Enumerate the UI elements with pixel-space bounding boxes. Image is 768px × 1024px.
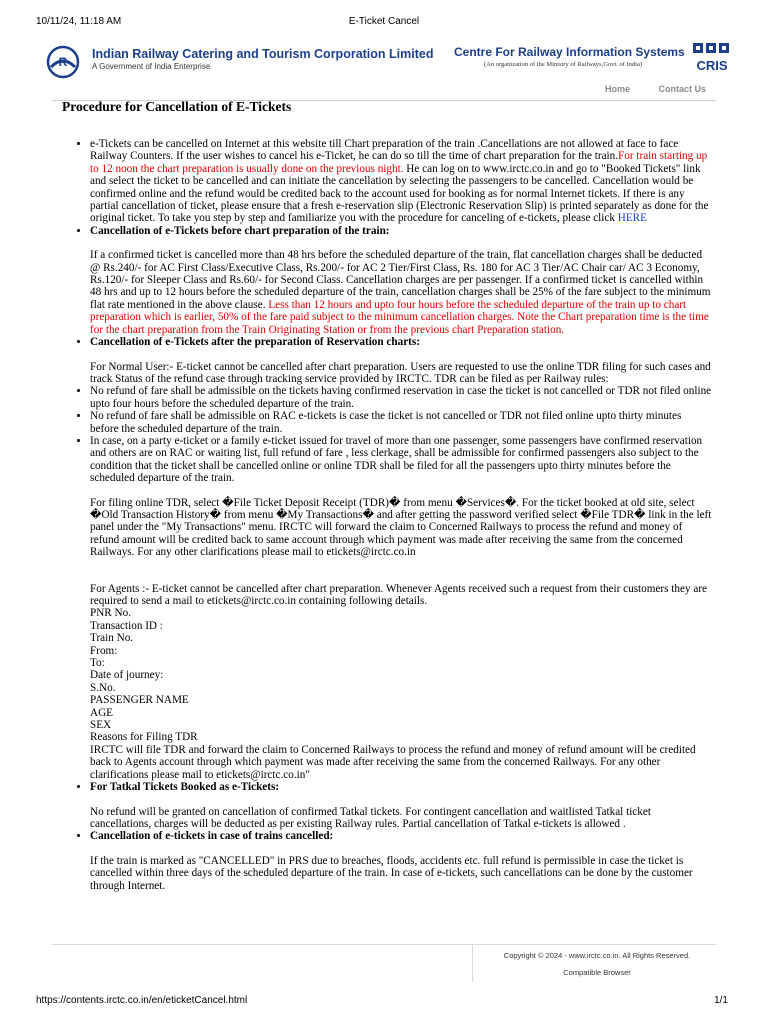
agent-field: SEX	[90, 719, 112, 732]
footer-vertical-divider	[472, 944, 473, 982]
cris-logo-icon[interactable]	[691, 41, 733, 73]
tatkal-text: No refund will be granted on cancellation of confirmed Tatkal tickets. For contingent cancellation and waitlisted Tatkal ticket cancellations, charges will be deducted as per existing Railway rules. Partial cancellation of Tatkal e-tickets is allowed .	[90, 805, 651, 830]
agent-field: Reasons for Filing TDR	[90, 731, 198, 744]
train-cancelled-text: If the train is marked as "CANCELLED" in PRS due to breaches, floods, accidents etc. full refund is permissible in case the ticket is cancelled within three days of the scheduled departure of the train. In case of e-tickets, such cancellations can be done by the customer through Internet.	[90, 854, 693, 892]
before-chart-heading: • Cancellation of e-Tickets before chart preparation of the train:	[90, 225, 712, 237]
svg-text:R: R	[58, 55, 68, 69]
print-title: E-Ticket Cancel	[348, 16, 420, 27]
main-content	[72, 138, 712, 892]
agent-field: Transaction ID :	[90, 619, 163, 632]
agent-details-list	[72, 607, 712, 743]
intro-red-note: For train starting up to 12 noon the chart preparation is usually done on the previous night.	[90, 150, 708, 175]
before-chart-text: If a confirmed ticket is cancelled more than 48 hrs before the scheduled departure of the train, flat cancellation charges shall be deducted @ Rs.240/- for AC First Class/Executive Class, Rs.200/- for AC 2 Tier/First Class, Rs. 180 for AC 3 Tier/AC Chair car/ AC 3 Economy, Rs.120/- for Sleeper Class and Rs.60/- for Second Class. Cancellation charges are per passenger. If a confirmed ticket is cancelled within 48 hrs and up to 12 hours before the scheduled departure of the train, cancellation charges shall be 25% of the fare subject to the minimum flat rate mentioned in the above clause.	[90, 249, 711, 311]
print-page-number: 1/1	[714, 995, 728, 1006]
agent-field: Train No.	[90, 632, 134, 645]
agents-text: For Agents :- E-ticket cannot be cancelled after chart preparation. Whenever Agents received such a request from their customers they are required to send a mail to etickets@irctc.co.in containing following details.	[90, 582, 708, 607]
after-chart-bullet: • In case, on a party e-ticket or a family e-ticket issued for travel of more than one passenger, some passengers have confirmed reservation and others are on RAC or waiting list, full refund of fare , less clerkage, shall be admissible for confirmed passengers also subject to the condition that the ticket shall be cancelled online or online TDR shall be filed for all the passengers upto thirty minutes before the scheduled departure of the train.	[90, 435, 712, 485]
here-link[interactable]: HERE	[617, 212, 647, 225]
agent-field: From:	[90, 644, 118, 657]
after-chart-bullet: • No refund of fare shall be admissible on RAC e-tickets is case the ticket is not cancelled or TDR not filed online upto thirty minutes before the scheduled departure of the train.	[90, 410, 712, 435]
print-datetime: 10/11/24, 11:18 AM	[36, 16, 122, 27]
cris-name: Centre For Railway Information Systems	[454, 45, 685, 59]
compatible-browser-link[interactable]: Compatible Browser	[563, 968, 631, 977]
nav-home-link[interactable]: Home	[604, 84, 630, 94]
cris-subtitle: (An organization of the Ministry of Railways,Govt. of India)	[484, 61, 643, 68]
copyright-text: Copyright © 2024 - www.irctc.co.in. All Rights Reserved.	[503, 951, 691, 960]
irctc-logo-icon[interactable]	[46, 45, 80, 79]
intro-text-2: He can log on to www.irctc.co.in and go to "Booked Tickets" link and select the ticket to be cancelled and can initiate the cancellation by selecting the passengers to be cancelled. Cancellation would be confirmed online and the refund would be credited back to the account used for booking as for normal Internet tickets. If there is any partial cancellation of ticket, please ensure that a fresh e-reservation slip (Electronic Reservation Slip) is printed separately as done for the original ticket. To take you step by step and familiarize you with the procedure for canceling of e-tickets, please click	[90, 162, 709, 225]
agent-field: Date of journey:	[90, 669, 164, 682]
page-title: Procedure for Cancellation of E-Tickets	[62, 99, 292, 114]
footer-divider	[52, 944, 716, 945]
print-url: https://contents.irctc.co.in/en/eticketCancel.html	[36, 995, 248, 1006]
train-cancelled-heading: • Cancellation of e-tickets in case of trains cancelled:	[90, 830, 712, 842]
nav-contact-link[interactable]: Contact Us	[658, 84, 706, 94]
top-nav	[579, 84, 706, 94]
agents-closing-text: IRCTC will file TDR and forward the claim to Concerned Railways to process the refund and money of refund amount will be credited back to Agents account through which payment was made after receiving the same from the concerned Railways. For any other clarifications please mail to etickets@irctc.co.in"	[90, 743, 696, 781]
agent-field: AGE	[90, 706, 113, 719]
agent-field: PASSENGER NAME	[90, 694, 189, 707]
tatkal-heading: • For Tatkal Tickets Booked as e-Tickets:	[90, 781, 712, 793]
org-subtitle: A Government of India Enterprise	[92, 62, 211, 71]
agent-field: S.No.	[90, 681, 116, 694]
intro-text-1: e-Tickets can be cancelled on Internet at this website till Chart preparation of the train .Cancellations are not allowed at face to face Railway Counters. If the user wishes to cancel his e-Ticket, he can do so till the time of chart preparation for the train.	[90, 138, 679, 163]
after-chart-bullet: • No refund of fare shall be admissible on the tickets having confirmed reservation in case the ticket is not cancelled or TDR not filed online upto four hours before the scheduled departure of the train.	[90, 385, 712, 410]
normal-user-text: For Normal User:- E-ticket cannot be cancelled after chart preparation. Users are requested to use the online TDR filing for such cases and track Status of the refund case through tracking service provided by IRCTC. TDR can be filed as per Railway rules:	[90, 360, 711, 385]
org-name: Indian Railway Catering and Tourism Corporation Limited	[92, 47, 434, 61]
tdr-filing-text: For filing online TDR, select �File Ticket Deposit Receipt (TDR)� from menu �Services�. For the ticket booked at old site, select �Old Transaction History� from menu �My Transactions� and after getting the password verified select �File TDR� link in the left panel under the "My Transactions" menu. IRCTC will forward the claim to Concerned Railways to process the refund and money of refund amount will be credited back to same account through which payment was made after receiving the same from the concerned Railways. For any other clarifications please mail to etickets@irctc.co.in	[90, 496, 712, 559]
agent-field: PNR No.	[90, 607, 132, 620]
after-chart-heading: • Cancellation of e-Tickets after the preparation of Reservation charts:	[90, 336, 712, 348]
cris-logo-text: CRIS	[696, 58, 728, 73]
before-chart-red-note: Less than 12 hours and upto four hours before the scheduled departure of the train up to chart preparation which is earlier, 50% of the fare paid subject to the minimum cancellation charges. Note the Chart preparation time is the time for the chart preparation from the Train Originating Station or from the previous chart Preparation station.	[90, 298, 709, 336]
before-chart-paragraph	[72, 249, 712, 336]
intro-item	[90, 138, 712, 225]
agent-field: To:	[90, 657, 105, 670]
